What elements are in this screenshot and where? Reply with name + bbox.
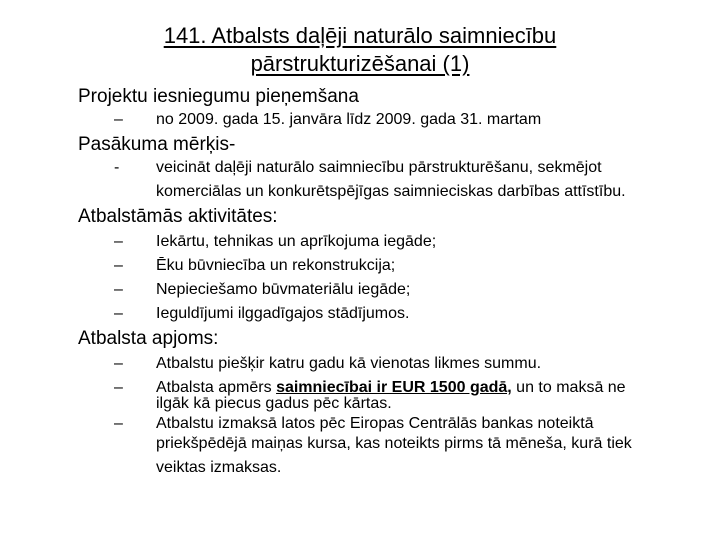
section-heading-activities: Atbalstāmās aktivitātes: (78, 206, 278, 227)
list-item-text-line-2: ilgāk kā piecus gadus pēc kārtas. (156, 395, 392, 412)
dash-bullet: – (114, 111, 123, 128)
dash-bullet: – (114, 355, 123, 372)
dash-bullet: – (114, 257, 123, 274)
section-heading-goal: Pasākuma mērķis- (78, 134, 236, 155)
section-heading-amount: Atbalsta apjoms: (78, 328, 219, 349)
dash-bullet: – (114, 379, 123, 396)
list-item-text: Ieguldījumi ilggadīgajos stādījumos. (156, 305, 410, 322)
title-line-2: pārstrukturizēšanai (1) (250, 51, 470, 76)
page-title (0, 22, 720, 78)
dash-bullet: – (114, 305, 123, 322)
section-heading-submission: Projektu iesniegumu pieņemšana (78, 86, 359, 107)
dash-bullet: – (114, 233, 123, 250)
list-item-text: Atbalstu piešķir katru gadu kā vienotas likmes summu. (156, 355, 542, 372)
list-item-text: no 2009. gada 15. janvāra līdz 2009. gada 31. martam (156, 111, 542, 128)
list-item-text: Nepieciešamo būvmateriālu iegāde; (156, 281, 411, 298)
text-run: un to maksā ne (511, 379, 626, 396)
dash-bullet: – (114, 281, 123, 298)
list-item-text-line-3: veiktas izmaksas. (156, 459, 282, 476)
list-item-text: Ēku būvniecība un rekonstrukcija; (156, 257, 396, 274)
dash-bullet: – (114, 415, 123, 432)
emphasized-text: saimniecībai ir EUR 1500 gadā, (276, 379, 512, 396)
dash-bullet: - (114, 159, 120, 176)
title-line-1: 141. Atbalsts daļēji naturālo saimniecību (163, 23, 557, 48)
list-item-text-line-2: priekšpēdējā maiņas kursa, kas noteikts pirms tā mēneša, kurā tiek (156, 435, 632, 452)
list-item-text-line-2: komerciālas un konkurētspējīgas saimnieciskas darbības attīstību. (156, 183, 626, 200)
list-item-text: Iekārtu, tehnikas un aprīkojuma iegāde; (156, 233, 437, 250)
text-run: Atbalsta apmērs (156, 379, 277, 396)
list-item-text-line-1: Atbalstu izmaksā latos pēc Eiropas Centrālās bankas noteiktā (156, 415, 594, 432)
list-item-text-line-1: veicināt daļēji naturālo saimniecību pārstrukturēšanu, sekmējot (156, 159, 602, 176)
